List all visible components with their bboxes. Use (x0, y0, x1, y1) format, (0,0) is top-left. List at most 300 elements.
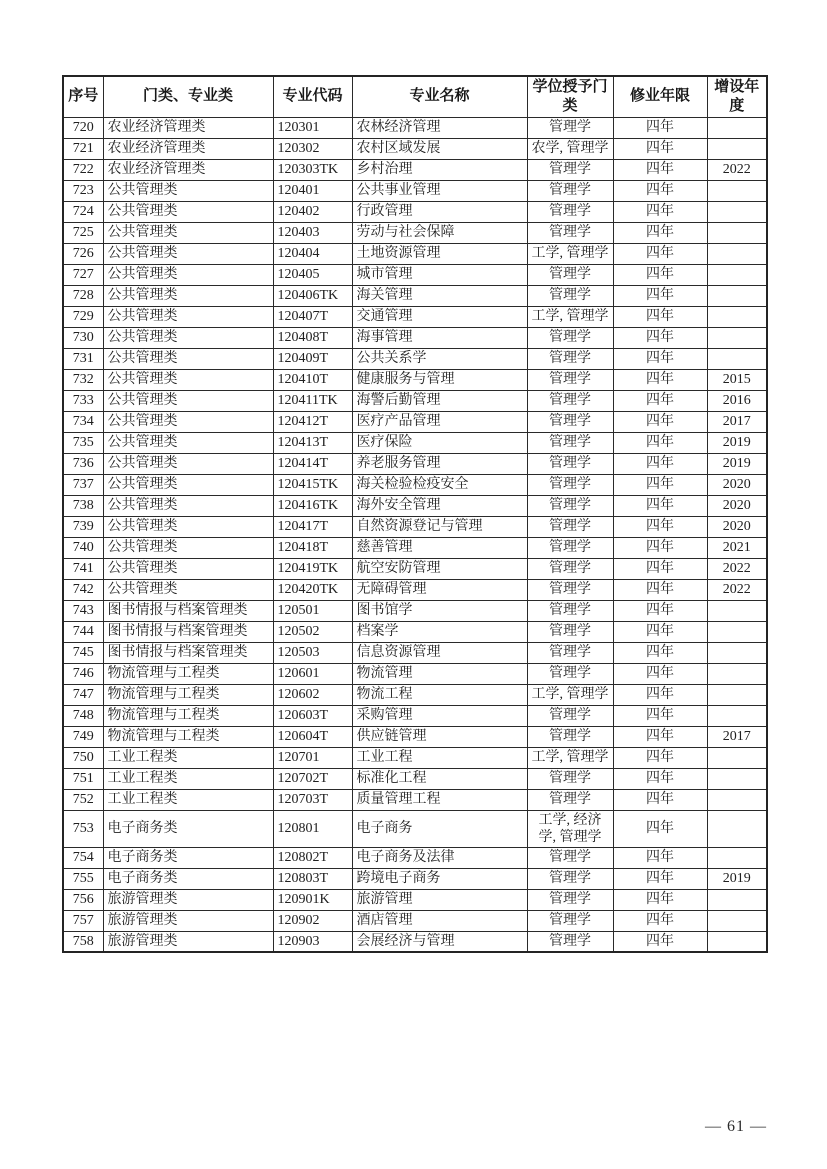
cell-no: 725 (63, 222, 103, 243)
cell-degree: 管理学 (527, 789, 613, 810)
cell-degree: 工学, 管理学 (527, 684, 613, 705)
cell-year (707, 810, 767, 847)
cell-code: 120401 (273, 180, 352, 201)
cell-name: 公共关系学 (352, 348, 527, 369)
cell-duration: 四年 (613, 138, 707, 159)
cell-no: 744 (63, 621, 103, 642)
cell-duration: 四年 (613, 600, 707, 621)
cell-year (707, 243, 767, 264)
cell-year (707, 705, 767, 726)
cell-code: 120409T (273, 348, 352, 369)
cell-duration: 四年 (613, 306, 707, 327)
table-row (63, 684, 767, 705)
cell-duration: 四年 (613, 264, 707, 285)
cell-code: 120801 (273, 810, 352, 847)
cell-category: 农业经济管理类 (103, 138, 273, 159)
cell-year (707, 180, 767, 201)
cell-year: 2016 (707, 390, 767, 411)
cell-degree: 管理学 (527, 663, 613, 684)
table-row (63, 222, 767, 243)
table-row (63, 747, 767, 768)
cell-year: 2019 (707, 868, 767, 889)
cell-code: 120604T (273, 726, 352, 747)
cell-name: 城市管理 (352, 264, 527, 285)
cell-year (707, 663, 767, 684)
cell-code: 120410T (273, 369, 352, 390)
table-row (63, 201, 767, 222)
cell-duration: 四年 (613, 285, 707, 306)
cell-name: 交通管理 (352, 306, 527, 327)
cell-category: 公共管理类 (103, 390, 273, 411)
cell-year: 2022 (707, 579, 767, 600)
cell-duration: 四年 (613, 474, 707, 495)
cell-year (707, 931, 767, 952)
cell-year (707, 327, 767, 348)
cell-degree: 管理学 (527, 474, 613, 495)
cell-no: 746 (63, 663, 103, 684)
cell-code: 120413T (273, 432, 352, 453)
cell-code: 120416TK (273, 495, 352, 516)
table-row (63, 789, 767, 810)
cell-code: 120703T (273, 789, 352, 810)
cell-duration: 四年 (613, 642, 707, 663)
cell-code: 120402 (273, 201, 352, 222)
cell-code: 120403 (273, 222, 352, 243)
cell-degree: 管理学 (527, 159, 613, 180)
table-row (63, 847, 767, 868)
majors-table (62, 75, 768, 953)
cell-degree: 管理学 (527, 726, 613, 747)
cell-name: 海事管理 (352, 327, 527, 348)
cell-no: 722 (63, 159, 103, 180)
cell-degree: 管理学 (527, 931, 613, 952)
cell-no: 737 (63, 474, 103, 495)
cell-duration: 四年 (613, 868, 707, 889)
cell-year (707, 747, 767, 768)
cell-category: 图书情报与档案管理类 (103, 642, 273, 663)
cell-category: 公共管理类 (103, 243, 273, 264)
cell-degree: 管理学 (527, 537, 613, 558)
cell-duration: 四年 (613, 453, 707, 474)
table-row (63, 180, 767, 201)
cell-name: 慈善管理 (352, 537, 527, 558)
cell-code: 120601 (273, 663, 352, 684)
cell-duration: 四年 (613, 789, 707, 810)
cell-name: 海关检验检疫安全 (352, 474, 527, 495)
cell-category: 工业工程类 (103, 789, 273, 810)
cell-duration: 四年 (613, 327, 707, 348)
cell-duration: 四年 (613, 495, 707, 516)
cell-name: 航空安防管理 (352, 558, 527, 579)
cell-degree: 管理学 (527, 516, 613, 537)
table-row (63, 369, 767, 390)
cell-name: 酒店管理 (352, 910, 527, 931)
table-row (63, 537, 767, 558)
cell-category: 公共管理类 (103, 285, 273, 306)
cell-no: 741 (63, 558, 103, 579)
cell-year: 2021 (707, 537, 767, 558)
table-row (63, 411, 767, 432)
cell-code: 120303TK (273, 159, 352, 180)
cell-category: 物流管理与工程类 (103, 663, 273, 684)
cell-category: 图书情报与档案管理类 (103, 600, 273, 621)
cell-year (707, 910, 767, 931)
cell-degree: 管理学 (527, 390, 613, 411)
cell-year (707, 222, 767, 243)
cell-degree: 管理学 (527, 117, 613, 138)
cell-category: 工业工程类 (103, 768, 273, 789)
cell-no: 752 (63, 789, 103, 810)
cell-code: 120903 (273, 931, 352, 952)
cell-degree: 管理学 (527, 847, 613, 868)
cell-degree: 管理学 (527, 889, 613, 910)
cell-code: 120414T (273, 453, 352, 474)
cell-year (707, 600, 767, 621)
cell-duration: 四年 (613, 411, 707, 432)
cell-name: 图书馆学 (352, 600, 527, 621)
cell-name: 旅游管理 (352, 889, 527, 910)
cell-duration: 四年 (613, 663, 707, 684)
cell-no: 757 (63, 910, 103, 931)
cell-year: 2020 (707, 495, 767, 516)
cell-category: 公共管理类 (103, 558, 273, 579)
cell-name: 无障碍管理 (352, 579, 527, 600)
table-row (63, 726, 767, 747)
cell-name: 医疗产品管理 (352, 411, 527, 432)
cell-code: 120503 (273, 642, 352, 663)
table-row (63, 306, 767, 327)
cell-no: 743 (63, 600, 103, 621)
table-row (63, 516, 767, 537)
cell-no: 732 (63, 369, 103, 390)
cell-year (707, 117, 767, 138)
cell-category: 工业工程类 (103, 747, 273, 768)
cell-degree: 工学, 管理学 (527, 306, 613, 327)
cell-no: 740 (63, 537, 103, 558)
cell-no: 756 (63, 889, 103, 910)
cell-year: 2019 (707, 432, 767, 453)
cell-no: 739 (63, 516, 103, 537)
table-row (63, 931, 767, 952)
cell-category: 公共管理类 (103, 180, 273, 201)
cell-duration: 四年 (613, 558, 707, 579)
cell-name: 电子商务 (352, 810, 527, 847)
cell-year: 2020 (707, 516, 767, 537)
table-row (63, 390, 767, 411)
cell-no: 729 (63, 306, 103, 327)
cell-no: 720 (63, 117, 103, 138)
cell-category: 公共管理类 (103, 201, 273, 222)
table-row (63, 243, 767, 264)
cell-category: 公共管理类 (103, 306, 273, 327)
column-header-code: 专业代码 (273, 76, 352, 117)
cell-degree: 管理学 (527, 285, 613, 306)
header-row (63, 76, 767, 117)
table-row (63, 159, 767, 180)
cell-year: 2020 (707, 474, 767, 495)
table-body (63, 117, 767, 952)
table-header (63, 76, 767, 117)
cell-duration: 四年 (613, 369, 707, 390)
cell-category: 公共管理类 (103, 516, 273, 537)
cell-degree: 管理学 (527, 411, 613, 432)
cell-name: 医疗保险 (352, 432, 527, 453)
cell-duration: 四年 (613, 390, 707, 411)
column-header-name: 专业名称 (352, 76, 527, 117)
cell-name: 公共事业管理 (352, 180, 527, 201)
table-row (63, 495, 767, 516)
cell-name: 土地资源管理 (352, 243, 527, 264)
cell-degree: 管理学 (527, 453, 613, 474)
cell-degree: 管理学 (527, 180, 613, 201)
cell-name: 信息资源管理 (352, 642, 527, 663)
cell-no: 728 (63, 285, 103, 306)
column-header-duration: 修业年限 (613, 76, 707, 117)
cell-code: 120602 (273, 684, 352, 705)
cell-name: 海关管理 (352, 285, 527, 306)
cell-category: 电子商务类 (103, 847, 273, 868)
table-row (63, 810, 767, 847)
table-row (63, 768, 767, 789)
cell-no: 738 (63, 495, 103, 516)
cell-degree: 管理学 (527, 642, 613, 663)
cell-code: 120411TK (273, 390, 352, 411)
cell-name: 自然资源登记与管理 (352, 516, 527, 537)
cell-name: 档案学 (352, 621, 527, 642)
cell-year: 2022 (707, 558, 767, 579)
cell-duration: 四年 (613, 243, 707, 264)
cell-year (707, 285, 767, 306)
cell-name: 质量管理工程 (352, 789, 527, 810)
cell-category: 农业经济管理类 (103, 117, 273, 138)
cell-category: 物流管理与工程类 (103, 684, 273, 705)
cell-category: 公共管理类 (103, 411, 273, 432)
cell-category: 电子商务类 (103, 868, 273, 889)
cell-duration: 四年 (613, 117, 707, 138)
cell-code: 120901K (273, 889, 352, 910)
cell-category: 公共管理类 (103, 474, 273, 495)
cell-no: 751 (63, 768, 103, 789)
cell-degree: 管理学 (527, 222, 613, 243)
cell-degree: 管理学 (527, 558, 613, 579)
cell-no: 745 (63, 642, 103, 663)
cell-code: 120406TK (273, 285, 352, 306)
cell-duration: 四年 (613, 931, 707, 952)
cell-no: 733 (63, 390, 103, 411)
cell-category: 公共管理类 (103, 264, 273, 285)
cell-no: 748 (63, 705, 103, 726)
cell-category: 图书情报与档案管理类 (103, 621, 273, 642)
cell-no: 747 (63, 684, 103, 705)
table-row (63, 600, 767, 621)
cell-duration: 四年 (613, 705, 707, 726)
cell-year (707, 138, 767, 159)
cell-duration: 四年 (613, 537, 707, 558)
cell-year (707, 201, 767, 222)
cell-no: 755 (63, 868, 103, 889)
cell-year (707, 789, 767, 810)
cell-year (707, 306, 767, 327)
cell-year: 2017 (707, 411, 767, 432)
cell-duration: 四年 (613, 348, 707, 369)
column-header-no: 序号 (63, 76, 103, 117)
table-row (63, 579, 767, 600)
column-header-category: 门类、专业类 (103, 76, 273, 117)
cell-duration: 四年 (613, 201, 707, 222)
cell-duration: 四年 (613, 889, 707, 910)
cell-year (707, 264, 767, 285)
cell-category: 旅游管理类 (103, 931, 273, 952)
cell-duration: 四年 (613, 684, 707, 705)
table-row (63, 264, 767, 285)
cell-duration: 四年 (613, 180, 707, 201)
cell-no: 727 (63, 264, 103, 285)
cell-category: 公共管理类 (103, 579, 273, 600)
cell-code: 120418T (273, 537, 352, 558)
table-row (63, 889, 767, 910)
cell-category: 农业经济管理类 (103, 159, 273, 180)
column-header-degree: 学位授予门类 (527, 76, 613, 117)
table-row (63, 285, 767, 306)
cell-code: 120702T (273, 768, 352, 789)
cell-code: 120420TK (273, 579, 352, 600)
cell-name: 农村区域发展 (352, 138, 527, 159)
table-row (63, 432, 767, 453)
cell-name: 乡村治理 (352, 159, 527, 180)
cell-no: 753 (63, 810, 103, 847)
cell-duration: 四年 (613, 847, 707, 868)
cell-duration: 四年 (613, 810, 707, 847)
cell-category: 公共管理类 (103, 369, 273, 390)
cell-no: 721 (63, 138, 103, 159)
cell-duration: 四年 (613, 910, 707, 931)
table-row (63, 558, 767, 579)
cell-degree: 农学, 管理学 (527, 138, 613, 159)
cell-category: 公共管理类 (103, 495, 273, 516)
table-row (63, 327, 767, 348)
cell-degree: 管理学 (527, 495, 613, 516)
cell-year (707, 684, 767, 705)
cell-duration: 四年 (613, 768, 707, 789)
cell-no: 742 (63, 579, 103, 600)
cell-no: 724 (63, 201, 103, 222)
column-header-year: 增设年度 (707, 76, 767, 117)
cell-degree: 工学, 经济学, 管理学 (527, 810, 613, 847)
table-row (63, 910, 767, 931)
cell-degree: 管理学 (527, 579, 613, 600)
cell-degree: 管理学 (527, 264, 613, 285)
cell-name: 海警后勤管理 (352, 390, 527, 411)
cell-code: 120501 (273, 600, 352, 621)
cell-code: 120301 (273, 117, 352, 138)
cell-no: 754 (63, 847, 103, 868)
cell-code: 120407T (273, 306, 352, 327)
cell-name: 物流工程 (352, 684, 527, 705)
cell-year: 2017 (707, 726, 767, 747)
cell-degree: 工学, 管理学 (527, 747, 613, 768)
cell-code: 120502 (273, 621, 352, 642)
cell-duration: 四年 (613, 621, 707, 642)
cell-category: 公共管理类 (103, 327, 273, 348)
cell-name: 供应链管理 (352, 726, 527, 747)
table-row (63, 138, 767, 159)
cell-no: 730 (63, 327, 103, 348)
cell-no: 726 (63, 243, 103, 264)
table-row (63, 117, 767, 138)
cell-code: 120404 (273, 243, 352, 264)
cell-code: 120803T (273, 868, 352, 889)
cell-degree: 管理学 (527, 369, 613, 390)
cell-code: 120603T (273, 705, 352, 726)
page-number: — 61 — (705, 1118, 767, 1135)
cell-year: 2019 (707, 453, 767, 474)
cell-duration: 四年 (613, 222, 707, 243)
cell-name: 会展经济与管理 (352, 931, 527, 952)
cell-code: 120302 (273, 138, 352, 159)
cell-category: 物流管理与工程类 (103, 705, 273, 726)
cell-duration: 四年 (613, 516, 707, 537)
cell-name: 工业工程 (352, 747, 527, 768)
cell-name: 行政管理 (352, 201, 527, 222)
cell-degree: 管理学 (527, 327, 613, 348)
cell-name: 农林经济管理 (352, 117, 527, 138)
table-row (63, 453, 767, 474)
cell-year (707, 621, 767, 642)
cell-name: 养老服务管理 (352, 453, 527, 474)
cell-year (707, 768, 767, 789)
table-row (63, 621, 767, 642)
cell-degree: 管理学 (527, 432, 613, 453)
cell-degree: 管理学 (527, 600, 613, 621)
cell-category: 公共管理类 (103, 432, 273, 453)
cell-category: 公共管理类 (103, 348, 273, 369)
cell-no: 750 (63, 747, 103, 768)
cell-code: 120412T (273, 411, 352, 432)
cell-degree: 管理学 (527, 868, 613, 889)
cell-degree: 管理学 (527, 910, 613, 931)
cell-duration: 四年 (613, 579, 707, 600)
cell-degree: 管理学 (527, 621, 613, 642)
cell-category: 旅游管理类 (103, 889, 273, 910)
cell-year (707, 348, 767, 369)
cell-year (707, 642, 767, 663)
cell-degree: 工学, 管理学 (527, 243, 613, 264)
cell-code: 120902 (273, 910, 352, 931)
cell-no: 723 (63, 180, 103, 201)
cell-name: 海外安全管理 (352, 495, 527, 516)
cell-category: 公共管理类 (103, 222, 273, 243)
cell-category: 旅游管理类 (103, 910, 273, 931)
cell-no: 734 (63, 411, 103, 432)
cell-duration: 四年 (613, 726, 707, 747)
cell-no: 735 (63, 432, 103, 453)
cell-code: 120415TK (273, 474, 352, 495)
cell-name: 电子商务及法律 (352, 847, 527, 868)
cell-category: 电子商务类 (103, 810, 273, 847)
cell-duration: 四年 (613, 747, 707, 768)
cell-no: 758 (63, 931, 103, 952)
cell-category: 公共管理类 (103, 537, 273, 558)
cell-duration: 四年 (613, 159, 707, 180)
cell-year: 2022 (707, 159, 767, 180)
cell-name: 物流管理 (352, 663, 527, 684)
table-row (63, 348, 767, 369)
cell-degree: 管理学 (527, 201, 613, 222)
table-row (63, 642, 767, 663)
cell-category: 公共管理类 (103, 453, 273, 474)
cell-code: 120701 (273, 747, 352, 768)
cell-code: 120408T (273, 327, 352, 348)
